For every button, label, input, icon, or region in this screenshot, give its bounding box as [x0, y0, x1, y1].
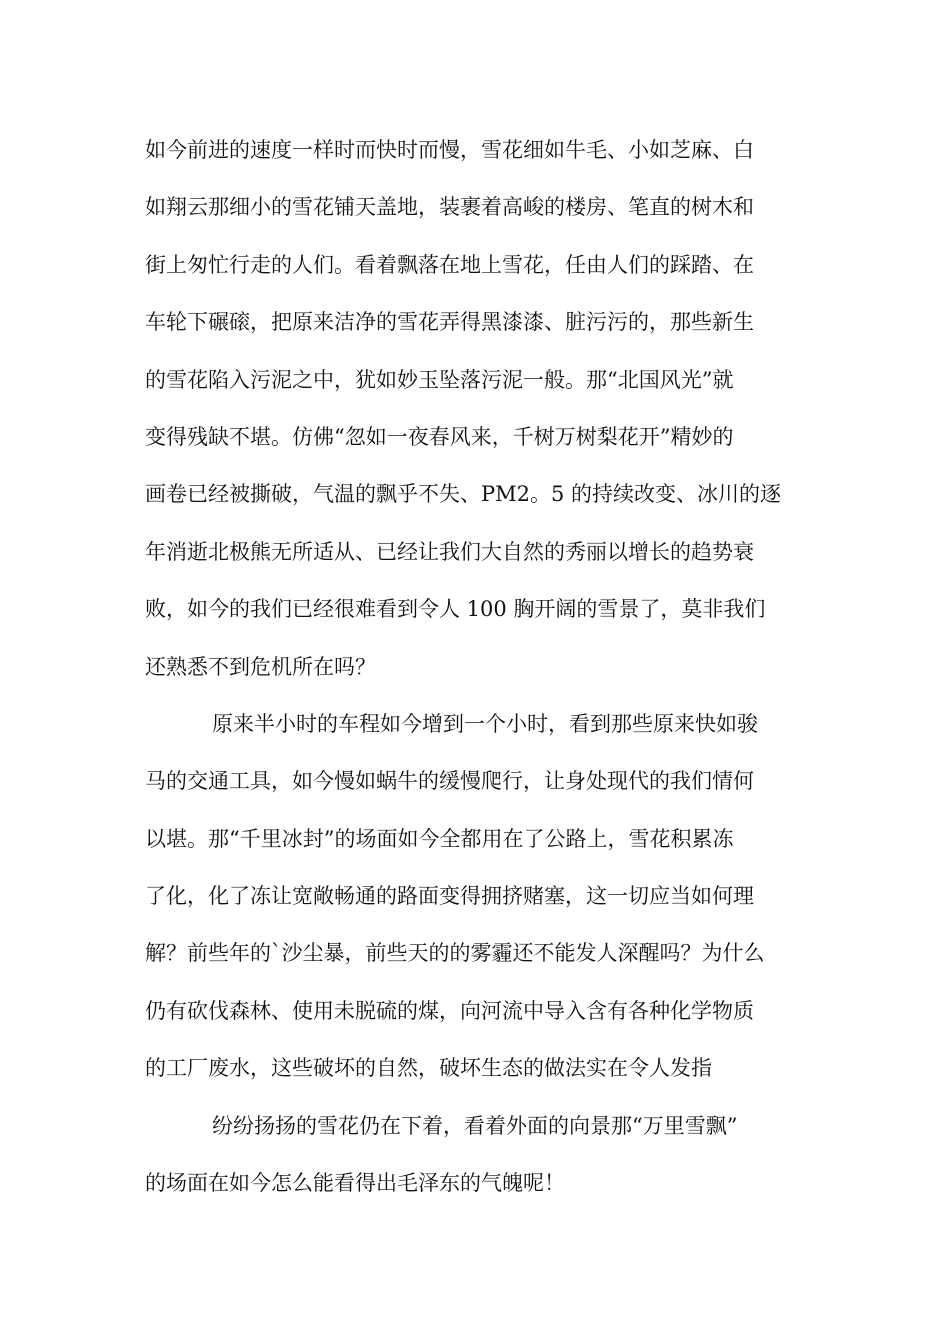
paragraph-1 [145, 122, 810, 696]
text-line: 还熟悉不到危机所在吗？ [145, 654, 376, 679]
text-line: 变得残缺不堪。仿佛“忽如一夜春风来，千树万树梨花开”精妙的 [145, 424, 734, 449]
text-line: 纷纷扬扬的雪花仍在下着，看着外面的向景那“万里雪飘” [212, 1113, 738, 1138]
text-line: 年消逝北极熊无所适从、已经让我们大自然的秀丽以增长的趋势衰 [145, 539, 754, 564]
text-line: 了化，化了冻让宽敞畅通的路面变得拥挤赌塞，这一切应当如何理 [145, 884, 754, 909]
text-line: 如今前进的速度一样时而快时而慢，雪花细如牛毛、小如芝麻、白 [145, 138, 754, 162]
text-line: 仍有砍伐森林、使用未脱硫的煤，向河流中导入含有各种化学物质 [145, 998, 754, 1023]
text-line: 画卷已经被撕破，气温的飘乎不失、PM2。5 的持续改变、冰川的逐 [145, 482, 782, 507]
body-text [145, 122, 810, 1212]
text-line: 的工厂废水，这些破坏的自然，破坏生态的做法实在令人发指 [145, 1056, 712, 1081]
text-line: 马的交通工具，如今慢如蜗牛的缓慢爬行，让身处现代的我们情何 [145, 769, 754, 794]
text-line: 败，如今的我们已经很难看到令人 100 胸开阔的雪景了，莫非我们 [145, 597, 766, 622]
text-line: 街上匆忙行走的人们。看着飘落在地上雪花，任由人们的踩踏、在 [145, 252, 754, 277]
text-line: 车轮下碾磙，把原来洁净的雪花弄得黑漆漆、脏污污的，那些新生 [145, 310, 754, 335]
text-line: 的雪花陷入污泥之中，犹如妙玉坠落污泥一般。那“北国风光”就 [145, 367, 734, 392]
text-line: 解？前些年的`沙尘暴，前些天的的雾霾还不能发人深醒吗？为什么 [145, 941, 765, 966]
text-line: 如翔云那细小的雪花铺天盖地，装裹着高峻的楼房、笔直的树木和 [145, 195, 754, 220]
paragraph-3 [145, 1098, 810, 1213]
paragraph-2 [145, 696, 810, 1098]
text-line: 以堪。那“千里冰封”的场面如今全都用在了公路上，雪花积累冻 [145, 826, 734, 851]
text-line: 的场面在如今怎么能看得出毛泽东的气魄呢！ [145, 1171, 565, 1196]
text-line: 原来半小时的车程如今增到一个小时，看到那些原来快如骏 [212, 711, 758, 736]
